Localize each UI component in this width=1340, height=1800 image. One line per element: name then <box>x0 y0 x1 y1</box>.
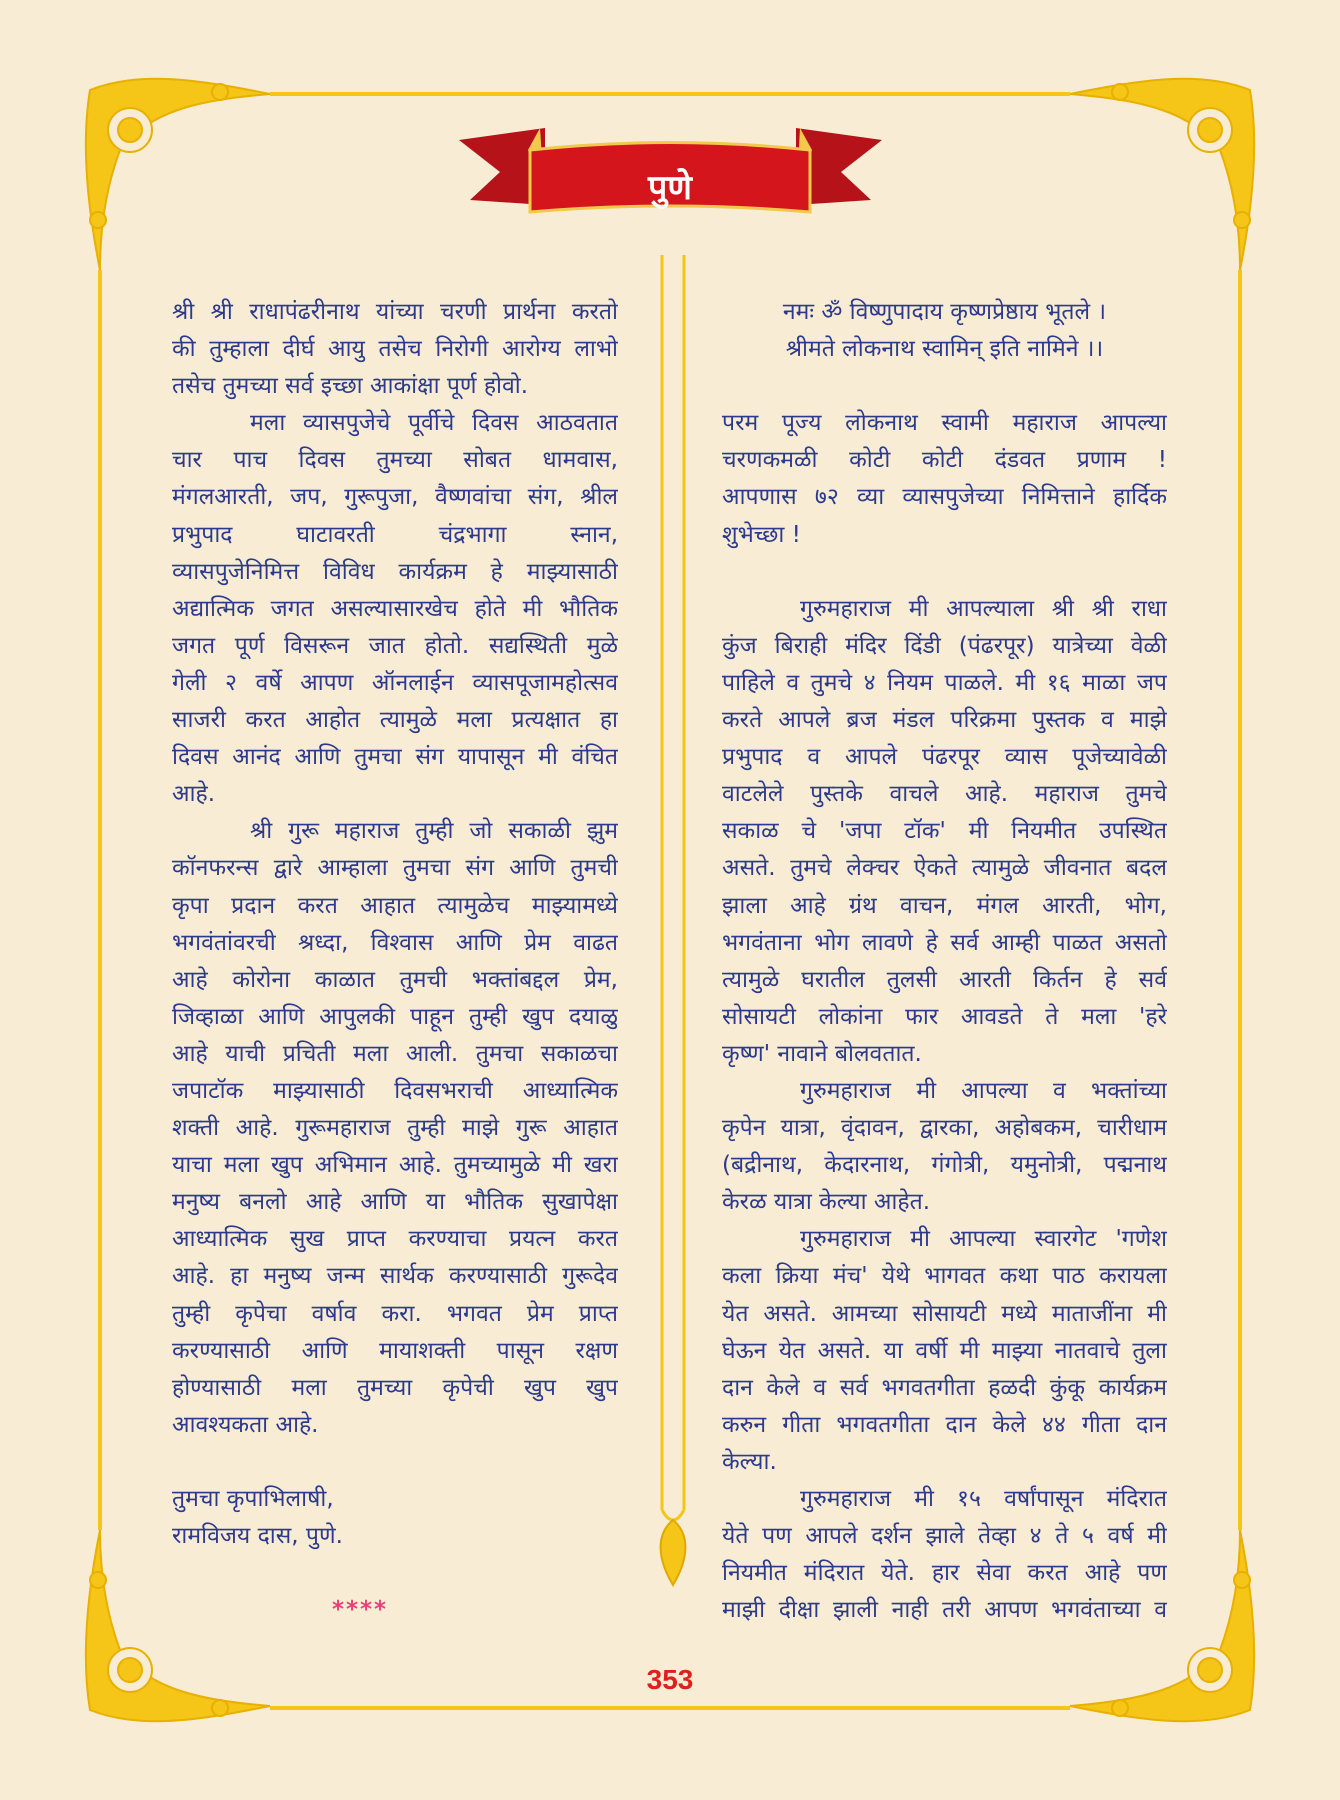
text-line: आहे. <box>172 781 216 808</box>
corner-ornament-top-left-icon <box>86 79 270 270</box>
text-line: घेऊन येत असते. या वर्षी मी माझ्या नातवाचे तुला <box>722 1337 1167 1364</box>
text-line: आध्यात्मिक सुख प्राप्त करण्याचा प्रयत्न करत <box>172 1226 618 1253</box>
text-line: कला क्रिया मंच' येथे भागवत कथा पाठ करायला <box>722 1263 1167 1290</box>
text-line: करुन गीता भगवतगीता दान केले ४४ गीता दान <box>722 1411 1167 1438</box>
text-line: सोसायटी लोकांना फार आवडते ते मला 'हरे <box>722 1003 1167 1030</box>
text-line <box>722 554 1167 591</box>
page-number: 353 <box>646 1664 694 1695</box>
text-line: तसेच तुमच्या सर्व इच्छा आकांक्षा पूर्ण होवो. <box>172 373 529 400</box>
left-column-text <box>172 294 618 1629</box>
text-line: प्रभुपाद घाटावरती चंद्रभागा स्नान, <box>172 521 618 548</box>
text-line: नमः ॐ विष्णुपादाय कृष्णप्रेष्ठाय भूतले । <box>782 299 1107 325</box>
text-line: पाहिले व तुमचे ४ नियम पाळले. मी १६ माळा जप <box>722 669 1167 696</box>
text-line <box>172 1555 618 1592</box>
text-line: मंगलआरती, जप, गुरूपुजा, वैष्णवांचा संग, श्रील <box>172 484 618 511</box>
text-line: आहे कोरोना काळात तुमची भक्तांबद्दल प्रेम, <box>172 966 618 993</box>
text-line: साजरी करत आहोत त्यामुळे मला प्रत्यक्षात हा <box>172 707 618 734</box>
text-line: झाला आहे ग्रंथ वाचन, मंगल आरती, भोग, <box>722 892 1167 919</box>
text-line: गुरुमहाराज मी आपल्या स्वारगेट 'गणेश <box>800 1226 1167 1253</box>
text-line: मनुष्य बनलो आहे आणि या भौतिक सुखापेक्षा <box>172 1189 618 1216</box>
text-line: आहे याची प्रचिती मला आली. तुमचा सकाळचा <box>172 1040 618 1067</box>
text-line: तुमचा कृपाभिलाषी, <box>172 1486 334 1512</box>
text-line: माझी दीक्षा झाली नाही तरी आपण भगवंताच्या व <box>722 1597 1167 1624</box>
text-line: शुभेच्छा ! <box>722 521 801 548</box>
text-line: याचा मला खुप अभिमान आहे. तुमच्यामुळे मी खरा <box>172 1152 618 1179</box>
text-line: होण्यासाठी मला तुमच्या कृपेची खुप खुप <box>172 1374 618 1401</box>
text-line: कृपा प्रदान करत आहात त्यामुळेच माझ्यामध्ये <box>172 892 618 919</box>
text-line: प्रभुपाद व आपले पंढरपूर व्यास पूजेच्यावेळी <box>722 744 1167 771</box>
text-line: मला व्यासपुजेचे पूर्वीचे दिवस आठवतात <box>250 410 618 437</box>
text-line: जपाटॉक माझ्यासाठी दिवसभराची आध्यात्मिक <box>172 1077 618 1104</box>
text-line <box>722 368 1167 405</box>
text-line: रामविजय दास, पुणे. <box>172 1523 343 1550</box>
text-line: चार पाच दिवस तुमच्या सोबत धामवास, <box>172 447 618 474</box>
text-line: येत असते. आमच्या सोसायटी मध्ये माताजींना मी <box>722 1300 1167 1327</box>
text-line: गुरुमहाराज मी १५ वर्षांपासून मंदिरात <box>800 1486 1167 1512</box>
text-line: श्रीमते लोकनाथ स्वामिन् इति नामिने ।। <box>785 336 1104 363</box>
text-line: जगत पूर्ण विसरून जात होतो. सद्यस्थिती मुळे <box>172 632 618 659</box>
corner-ornament-top-right-icon <box>1070 79 1254 270</box>
text-line: सकाळ चे 'जपा टॉक' मी नियमीत उपस्थित <box>722 818 1167 845</box>
text-line: शक्ती आहे. गुरूमहाराज तुम्ही माझे गुरू आहात <box>172 1115 618 1142</box>
text-line: चरणकमळी कोटी कोटी दंडवत प्रणाम ! <box>722 447 1167 474</box>
page-title: पुणे <box>648 168 692 208</box>
text-line: आहे. हा मनुष्य जन्म सार्थक करण्यासाठी गुरूदेव <box>172 1263 618 1290</box>
text-line: अद्यात्मिक जगत असल्यासारखेच होते मी भौतिक <box>172 595 618 622</box>
text-line: श्री गुरू महाराज तुम्ही जो सकाळी झुम <box>250 818 618 845</box>
section-end-stars: **** <box>331 1597 389 1624</box>
text-line: करते आपले ब्रज मंडल परिक्रमा पुस्तक व माझे <box>722 707 1167 734</box>
text-line: गेली २ वर्षे आपण ऑनलाईन व्यासपूजामहोत्सव <box>172 669 618 696</box>
text-line: केरळ यात्रा केल्या आहेत. <box>722 1189 931 1216</box>
text-line: वाटलेले पुस्तके वाचले आहे. महाराज तुमचे <box>722 781 1167 808</box>
text-line: तुम्ही कृपेचा वर्षाव करा. भगवत प्रेम प्राप्त <box>172 1300 618 1327</box>
text-line: कृष्ण' नावाने बोलवतात. <box>722 1040 922 1067</box>
text-line: येते पण आपले दर्शन झाले तेव्हा ४ ते ५ वर्ष मी <box>722 1523 1167 1550</box>
text-line: दिवस आनंद आणि तुमचा संग यापासून मी वंचित <box>172 744 618 771</box>
text-line: व्यासपुजेनिमित्त विविध कार्यक्रम हे माझ्यासाठी <box>172 558 618 585</box>
text-line: त्यामुळे घरातील तुलसी आरती किर्तन हे सर्व <box>722 966 1167 993</box>
text-line: गुरुमहाराज मी आपल्या व भक्तांच्या <box>800 1077 1167 1104</box>
text-line: की तुम्हाला दीर्घ आयु तसेच निरोगी आरोग्य लाभो <box>172 336 618 363</box>
text-line: कॉनफरन्स द्वारे आम्हाला तुमचा संग आणि तुमची <box>172 855 618 882</box>
text-line: भगवंताना भोग लावणे हे सर्व आम्ही पाळत असतो <box>722 929 1167 956</box>
text-line: दान केले व सर्व भगवतगीता हळदी कुंकू कार्यक्रम <box>722 1374 1167 1401</box>
text-line: आपणास ७२ व्या व्यासपुजेच्या निमित्ताने हार्दिक <box>722 484 1167 511</box>
text-line: कृपेन यात्रा, वृंदावन, द्वारका, अहोबकम, चारीधाम <box>722 1115 1167 1142</box>
text-line <box>172 1444 618 1481</box>
text-line: भगवंतांवरची श्रध्दा, विश्वास आणि प्रेम वाढत <box>172 929 618 956</box>
text-line: कुंज बिराही मंदिर दिंडी (पंढरपूर) यात्रेच्या वेळी <box>722 632 1167 659</box>
text-line: असते. तुमचे लेक्चर ऐकते त्यामुळे जीवनात बदल <box>722 855 1167 882</box>
text-line: जिव्हाळा आणि आपुलकी पाहून तुम्ही खुप दयाळु <box>172 1003 618 1030</box>
divider-pendant-icon <box>661 1520 686 1585</box>
text-line: गुरुमहाराज मी आपल्याला श्री श्री राधा <box>800 595 1167 622</box>
text-line: करण्यासाठी आणि मायाशक्ती पासून रक्षण <box>172 1337 618 1364</box>
text-line: आवश्यकता आहे. <box>172 1411 319 1438</box>
text-line: केल्या. <box>722 1448 777 1475</box>
text-line: नियमीत मंदिरात येते. हार सेवा करत आहे पण <box>722 1560 1167 1587</box>
text-line: (बद्रीनाथ, केदारनाथ, गंगोत्री, यमुनोत्री, पद्मनाथ <box>722 1152 1167 1179</box>
text-line: श्री श्री राधापंढरीनाथ यांच्या चरणी प्रार्थना करतो <box>172 299 618 325</box>
right-column-text <box>722 294 1167 1629</box>
text-line: परम पूज्य लोकनाथ स्वामी महाराज आपल्या <box>722 410 1167 437</box>
